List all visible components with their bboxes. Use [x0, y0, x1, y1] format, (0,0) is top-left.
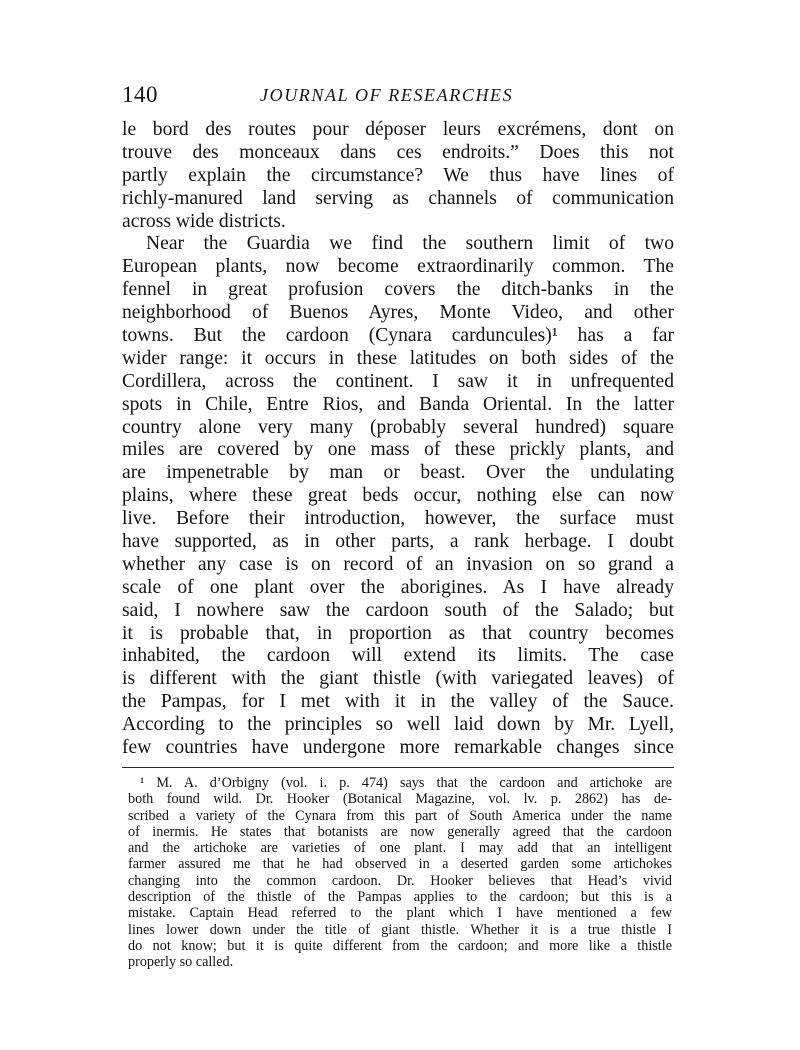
body-line: Near the Guardia we find the southern limit of two: [146, 233, 674, 255]
running-title: JOURNAL OF RESEARCHES: [260, 85, 514, 105]
body-line: are impenetrable by man or beast. Over the undulating: [122, 462, 674, 484]
footnote-line: scribed a variety of the Cynara from this part of South America under the name: [128, 807, 672, 824]
body-line: towns. But the cardoon (Cynara carduncules)¹ has a far: [122, 325, 674, 347]
footnote-line: lines lower down under the title of giant thistle. Whether it is a true thistle I: [128, 921, 672, 938]
body-line: neighborhood of Buenos Ayres, Monte Video, and other: [122, 302, 674, 324]
footnote-divider: [122, 767, 674, 768]
footnote-line: do not know; but it is quite different from the cardoon; and more like a thistle: [128, 937, 672, 954]
body-line: country alone very many (probably several hundred) square: [122, 416, 674, 438]
body-line: European plants, now become extraordinarily common. The: [122, 256, 674, 278]
page-number: 140: [122, 82, 158, 107]
footnote-line: of inermis. He states that botanists are now generally agreed that the cardoon: [128, 823, 672, 840]
footnote-line: farmer assured me that he had observed in a deserted garden some artichokes: [128, 856, 672, 873]
body-line: miles are covered by one mass of these prickly plants, and: [122, 439, 674, 461]
body-line: partly explain the circumstance? We thus have lines of: [122, 164, 674, 186]
footnote-line: ¹ M. A. d’Orbigny (vol. i. p. 474) says that the cardoon and artichoke are: [140, 775, 672, 791]
body-line: across wide districts.: [122, 210, 286, 232]
body-text: [122, 119, 674, 760]
body-line: said, I nowhere saw the cardoon south of the Salado; but: [122, 599, 674, 621]
body-line: Cordillera, across the continent. I saw it in unfrequented: [122, 370, 674, 392]
body-line: have supported, as in other parts, a rank herbage. I doubt: [122, 531, 674, 553]
body-line: whether any case is on record of an invasion on so grand a: [122, 553, 674, 575]
body-line: wider range: it occurs in these latitudes on both sides of the: [122, 347, 674, 369]
body-line: richly-manured land serving as channels of communication: [122, 187, 674, 209]
footnote-line: description of the thistle of the Pampas applies to the cardoon; but this is a: [128, 889, 672, 906]
body-line: scale of one plant over the aborigines. As I have already: [122, 576, 674, 598]
body-line: trouve des monceaux dans ces endroits.” Does this not: [122, 141, 674, 163]
footnote-line: and the artichoke are varieties of one plant. I may add that an intelligent: [128, 840, 672, 857]
body-line: inhabited, the cardoon will extend its limits. The case: [122, 645, 674, 667]
body-line: fennel in great profusion covers the ditch-banks in the: [122, 279, 674, 301]
body-line: the Pampas, for I met with it in the valley of the Sauce.: [122, 691, 674, 713]
footnote-line: mistake. Captain Head referred to the plant which I have mentioned a few: [128, 905, 672, 922]
body-line: it is probable that, in proportion as that country becomes: [122, 622, 674, 644]
footnote-line: changing into the common cardoon. Dr. Hooker believes that Head’s vivid: [128, 872, 672, 889]
footnote-line: both found wild. Dr. Hooker (Botanical Magazine, vol. lv. p. 2862) has de-: [128, 791, 672, 808]
body-line: is different with the giant thistle (with variegated leaves) of: [122, 668, 674, 690]
footnote-line: properly so called.: [128, 954, 234, 971]
running-head: [122, 82, 674, 112]
footnote: [128, 775, 672, 971]
body-line: spots in Chile, Entre Rios, and Banda Oriental. In the latter: [122, 393, 674, 415]
body-line: le bord des routes pour déposer leurs excrémens, dont on: [122, 119, 674, 140]
body-line: According to the principles so well laid down by Mr. Lyell,: [122, 714, 674, 736]
body-line: live. Before their introduction, however, the surface must: [122, 508, 674, 530]
body-line: plains, where these great beds occur, nothing else can now: [122, 485, 674, 507]
body-line: few countries have undergone more remarkable changes since: [122, 737, 674, 759]
